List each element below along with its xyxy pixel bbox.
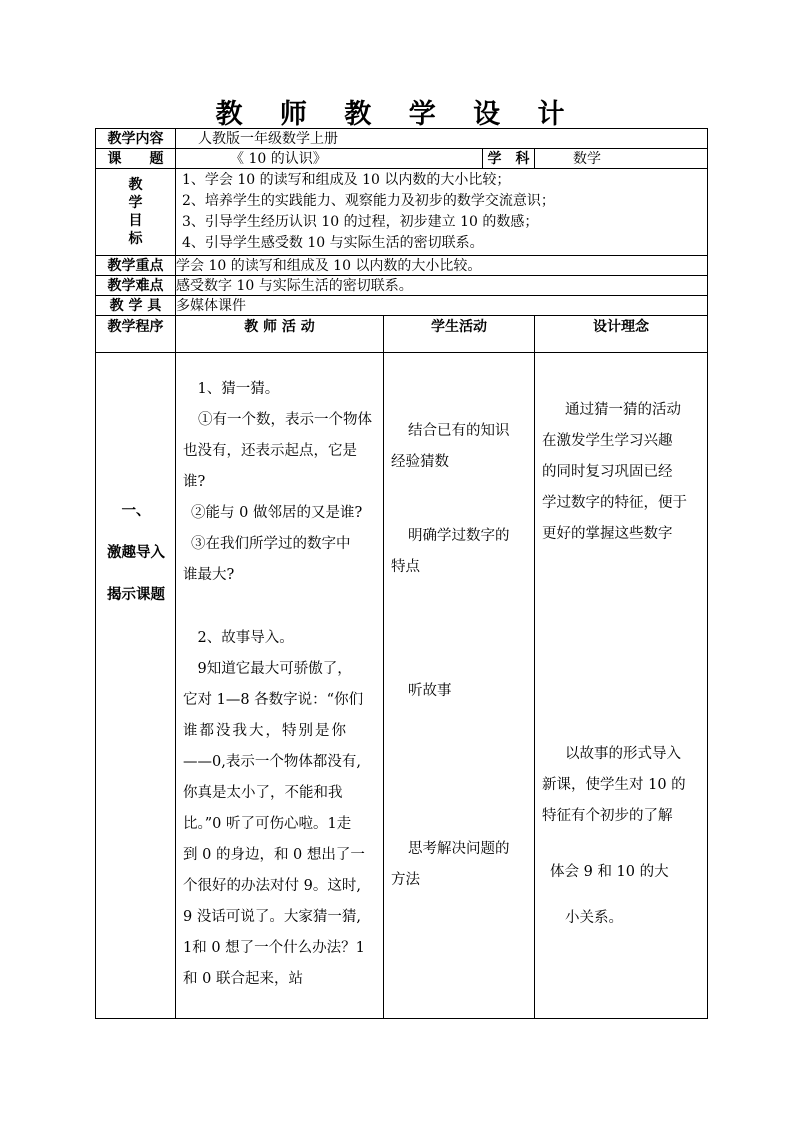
teacher-line: 9 没话可说了。大家猜一猜, (183, 909, 361, 925)
goal-item: 3、引导学生经历认识 10 的过程，初步建立 10 的数感； (182, 214, 539, 230)
goals-label-char: 学 (128, 195, 143, 211)
teacher-line: 谁最大? (183, 567, 235, 583)
design-line: 体会 9 和 10 的大 (550, 864, 669, 880)
goals-label-char: 目 (128, 213, 143, 229)
subject-label (483, 149, 535, 169)
teacher-line: ②能与 0 做邻居的又是谁? (191, 505, 363, 521)
procedure-cell (96, 353, 176, 1019)
teacher-line: 2、故事导入。 (183, 630, 294, 646)
content-value: 人教版一年级数学上册 (176, 129, 708, 149)
goals-row (96, 169, 708, 256)
teacher-line: ①有一个数，表示一个物体 (198, 412, 372, 428)
difficulty-label: 教学难点 (96, 276, 176, 296)
subject-value: 数学 (535, 149, 708, 169)
design-line: 新课，使学生对 10 的 (542, 777, 686, 793)
topic-row (96, 149, 708, 169)
teacher-line: ③在我们所学过的数字中 (191, 536, 351, 552)
header-design: 设计理念 (535, 316, 708, 353)
teacher-line: 1、猜一猜。 (183, 381, 280, 397)
teacher-line: 你真是太小了，不能和我 (183, 785, 343, 801)
key-label: 教学重点 (96, 256, 176, 276)
key-value: 学会 10 的读写和组成及 10 以内数的大小比较。 (176, 256, 708, 276)
page-title: 教 师 教 学 设 计 (215, 99, 579, 130)
tools-row (96, 296, 708, 316)
goals-label-char: 教 (128, 177, 143, 193)
goals-label-char: 标 (128, 231, 143, 247)
design-line: 在激发学生学习兴趣 (542, 433, 673, 449)
teacher-line: 9知道它最大可骄傲了， (183, 661, 352, 677)
teacher-line: 个很好的办法对付 9。这时, (183, 878, 361, 894)
design-line: 小关系。 (565, 910, 623, 926)
teacher-activity-cell (176, 353, 384, 1019)
tools-value: 多媒体课件 (176, 296, 708, 316)
section-title-1: 激趣导入 (107, 544, 165, 561)
goal-item: 1、学会 10 的读写和组成及 10 以内数的大小比较； (182, 172, 511, 188)
student-activity-cell (384, 353, 535, 1019)
design-rationale-cell (535, 353, 708, 1019)
difficulty-row (96, 276, 708, 296)
teacher-line: 谁? (183, 474, 206, 490)
student-line: 特点 (391, 559, 420, 575)
teacher-line: 它对 1—8 各数字说：“你们 (183, 692, 364, 708)
design-line: 以故事的形式导入 (565, 746, 681, 762)
teacher-line: 也没有，还表示起点，它是 (183, 443, 357, 459)
design-line: 的同时复习巩固已经 (542, 464, 673, 480)
teacher-line: 谁都没我大，特别是你 (183, 723, 348, 739)
header-row (96, 316, 708, 353)
goals-label (96, 169, 176, 256)
teacher-line: 和 0 联合起来，站 (183, 971, 303, 987)
tools-label: 教 学 具 (96, 296, 176, 316)
teacher-line: 到 0 的身边，和 0 想出了一 (183, 847, 365, 863)
section-number: 一、 (121, 502, 151, 519)
header-teacher: 教 师 活 动 (176, 316, 384, 353)
design-line: 通过猜一猜的活动 (565, 402, 681, 418)
teacher-line: 1和 0 想了一个什么办法？1 (183, 940, 365, 956)
body-row (96, 353, 708, 1019)
topic-label: 课 题 (96, 149, 176, 169)
teacher-line: 比。”0 听了可伤心啦。1走 (183, 816, 352, 832)
goal-item: 2、培养学生的实践能力、观察能力及初步的数学交流意识； (182, 193, 555, 209)
section-title-2: 揭示课题 (107, 586, 165, 603)
goal-item: 4、引导学生感受数 10 与实际生活的密切联系。 (182, 235, 484, 251)
design-line: 特征有个初步的了解 (542, 808, 673, 824)
student-line: 明确学过数字的 (408, 528, 510, 544)
lesson-plan-table (95, 128, 708, 1019)
student-line: 方法 (391, 872, 420, 888)
student-line: 思考解决问题的 (408, 841, 510, 857)
content-label: 教学内容 (96, 129, 176, 149)
student-line: 经验猜数 (391, 454, 449, 470)
design-line: 更好的掌握这些数字 (542, 526, 673, 542)
topic-value: 《 10 的认识》 (176, 149, 483, 169)
design-line: 学过数字的特征，便于 (542, 495, 687, 511)
content-row (96, 129, 708, 149)
header-student: 学生活动 (384, 316, 535, 353)
subject-label-text: 学 科 (487, 150, 530, 167)
difficulty-value: 感受数字 10 与实际生活的密切联系。 (176, 276, 708, 296)
student-line: 听故事 (408, 683, 452, 699)
teacher-line: ——0,表示一个物体都没有, (183, 754, 361, 770)
key-row (96, 256, 708, 276)
goals-list (176, 169, 708, 256)
student-line: 结合已有的知识 (408, 423, 510, 439)
header-procedure: 教学程序 (96, 316, 176, 353)
